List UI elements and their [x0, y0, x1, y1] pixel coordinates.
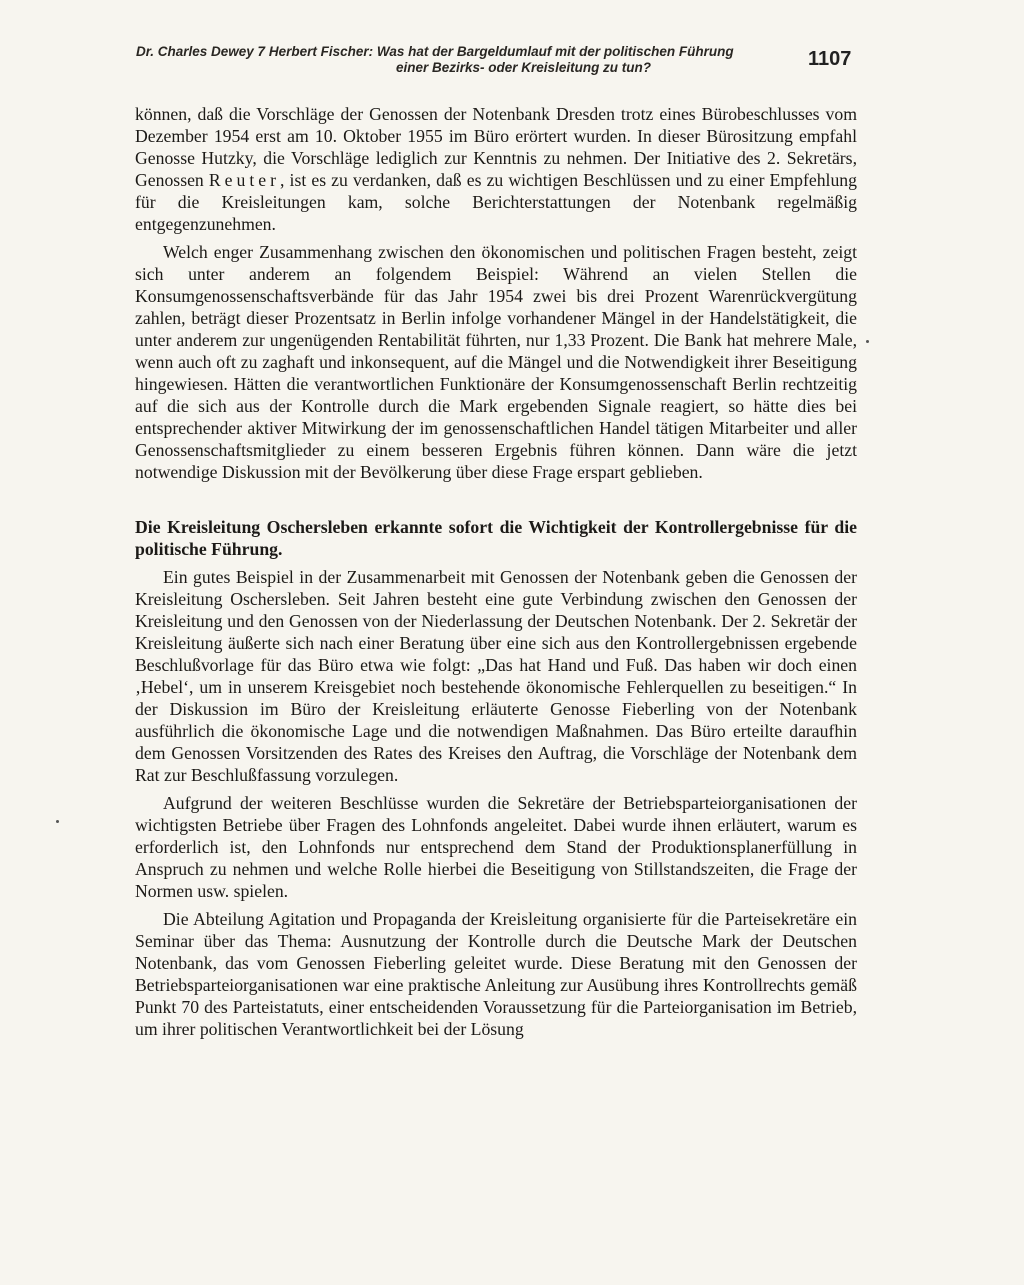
paragraph-2: Welch enger Zusammenhang zwischen den ökonomischen und politischen Fragen besteht, zeigt sich unter anderem an folgendem Beispiel: Während an vielen Stellen die Konsumgenossenschaftsverbände für das Jahr 1954 zwei bis drei Prozent Warenrückvergütung zahlen, beträgt dieser Prozentsatz in Berlin infolge vorhandener Mängel in der Handelstätigkeit, die unter anderem zur ungenügenden Rentabilität führten, nur 1,33 Prozent. Die Bank hat mehrere Male, wenn auch oft zu zaghaft und inkonsequent, auf die Mängel und die Notwendigkeit ihrer Beseitigung hingewiesen. Hätten die verantwortlichen Funktionäre der Konsumgenossenschaft Berlin rechtzeitig auf die sich aus der Kontrolle durch die Mark ergebenden Signale reagiert, so hätte dies bei entsprechender aktiver Mitwirkung der im genossenschaftlichen Handel tätigen Mitarbeiter und aller Genossenschaftsmitglieder zu einem besseren Ergebnis führen können. Dann wäre die jetzt notwendige Diskussion mit der Bevölkerung über diese Frage erspart geblieben. [135, 242, 857, 482]
spaced-name: Reuter [208, 170, 281, 190]
scan-speck [56, 820, 59, 823]
paragraph-5: Die Abteilung Agitation und Propaganda der Kreisleitung organisierte für die Parteisekretäre ein Seminar über das Thema: Ausnutzung der Kontrolle durch die Deutsche Mark der Deutschen Notenbank, das vom Genossen Fieberling geleitet wurde. Diese Beratung mit den Genossen der Betriebsparteiorganisationen war eine praktische Anleitung zur Ausübung ihres Kontrollrechts gemäß Punkt 70 des Parteistatuts, einer entscheidenden Voraussetzung für die Parteiorganisation im Betrieb, um ihrer politischen Verantwortlichkeit bei der Lösung [135, 909, 857, 1039]
scan-speck [866, 340, 869, 343]
paragraph-1-text: können, daß die Vorschläge der Genossen der Notenbank Dresden trotz eines Bürobeschlusses vom Dezember 1954 erst am 10. Oktober 1955 im Büro erörtert wurden. In dieser Bürositzung empfahl Genosse Hutzky, die Vorschläge lediglich zur Kenntnis zu nehmen. Der Initiative des 2. Sekretärs, Genossen [135, 104, 857, 190]
page-number: 1107 [808, 48, 852, 70]
section-heading: Die Kreisleitung Oschersleben erkannte sofort die Wichtigkeit der Kontrollergebnisse für die politische Führung. [135, 517, 857, 559]
paragraph-4: Aufgrund der weiteren Beschlüsse wurden die Sekretäre der Betriebsparteiorganisationen der wichtigsten Betriebe über Fragen des Lohnfonds angeleitet. Dabei wurde ihnen erläutert, warum es erforderlich ist, den Lohnfonds nur entsprechend dem Stand der Produktionsplanerfüllung in Anspruch zu nehmen und welche Rolle hierbei die Beseitigung von Stillstandszeiten, die Frage der Normen usw. spielen. [135, 793, 857, 901]
paragraph-1-tail: , ist es zu verdanken, daß es zu wichtigen Beschlüssen und zu einer Empfehlung für die Kreisleitungen kam, solche Berichterstattungen der Notenbank regelmäßig entgegenzunehmen. [135, 170, 857, 234]
paragraph-1 [135, 103, 857, 235]
running-header [136, 44, 866, 76]
body-text [135, 103, 857, 1040]
paragraph-3: Ein gutes Beispiel in der Zusammenarbeit mit Genossen der Notenbank geben die Genossen der Kreisleitung Oschersleben. Seit Jahren besteht eine gute Verbindung zwischen den Genossen der Kreisleitung und den Genossen von der Niederlassung der Deutschen Notenbank. Der 2. Sekretär der Kreisleitung äußerte sich nach einer Beratung über eine sich aus den Kontrollergebnissen ergebende Beschlußvorlage für das Büro etwa wie folgt: „Das hat Hand und Fuß. Das haben wir doch einen ‚Hebel‘, um in unserem Kreisgebiet noch bestehende ökonomische Fehlerquellen zu beseitigen.“ In der Diskussion im Büro der Kreisleitung erläuterte Genosse Fieberling von der Notenbank ausführlich die ökonomische Lage und die notwendigen Maßnahmen. Das Büro erteilte daraufhin dem Genossen Vorsitzenden des Rates des Kreises den Auftrag, die Vorschläge der Notenbank dem Rat zur Beschlußfassung vorzulegen. [135, 567, 857, 785]
running-header-line-2: einer Bezirks- oder Kreisleitung zu tun? [396, 60, 652, 75]
running-header-line-1: Dr. Charles Dewey 7 Herbert Fischer: Was hat der Bargeldumlauf mit der politischen Führung [136, 44, 734, 59]
